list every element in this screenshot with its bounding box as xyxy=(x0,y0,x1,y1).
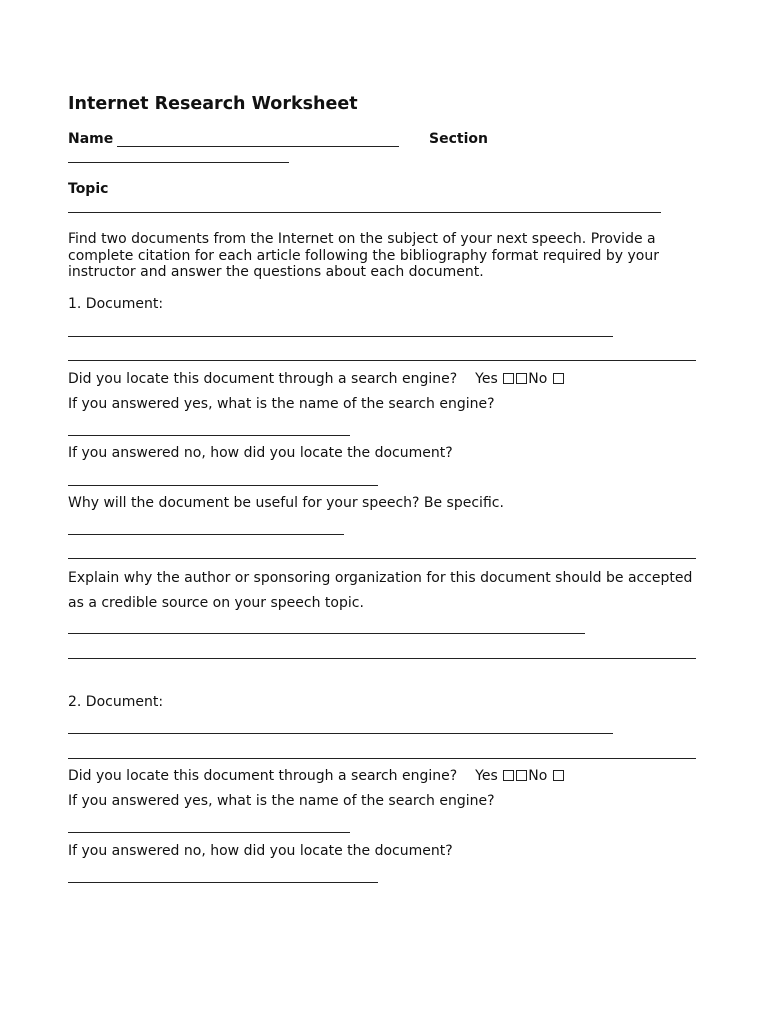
document-2-search-question xyxy=(68,768,565,785)
document-1-credible-question-2: as a credible source on your speech topic. xyxy=(68,595,364,611)
search-question-text: Did you locate this document through a search engine? xyxy=(68,371,458,387)
document-1-credible-line-1[interactable] xyxy=(68,633,585,634)
document-1-no-question: If you answered no, how did you locate the document? xyxy=(68,445,453,461)
document-1-heading: 1. Document: xyxy=(68,296,164,312)
document-2-locate-field[interactable] xyxy=(68,882,378,883)
yes-label: Yes xyxy=(475,371,498,387)
no-label: No xyxy=(528,371,548,387)
document-1-search-engine-field[interactable] xyxy=(68,435,350,436)
instructions: Find two documents from the Internet on the subject of your next speech. Provide a complete citation for each article following the bibliography format required by your instructor and answer the questions about each document. xyxy=(68,231,659,280)
document-1-locate-field[interactable] xyxy=(68,485,378,486)
yes-label: Yes xyxy=(475,768,498,784)
name-label: Name xyxy=(68,131,114,147)
document-2-search-engine-field[interactable] xyxy=(68,832,350,833)
blank-checkbox[interactable] xyxy=(516,373,527,384)
document-1-yes-question: If you answered yes, what is the name of the search engine? xyxy=(68,396,495,412)
document-2-citation-line-2[interactable] xyxy=(68,758,696,759)
document-1-search-question xyxy=(68,371,565,388)
topic-field[interactable] xyxy=(68,212,661,213)
document-1-useful-question: Why will the document be useful for your speech? Be specific. xyxy=(68,495,504,511)
document-2-no-question: If you answered no, how did you locate the document? xyxy=(68,843,453,859)
document-1-citation-line-1[interactable] xyxy=(68,336,613,337)
document-1-useful-line-2[interactable] xyxy=(68,558,696,559)
blank-checkbox[interactable] xyxy=(516,770,527,781)
section-label: Section xyxy=(429,131,488,147)
section-field[interactable] xyxy=(68,162,289,163)
yes-checkbox[interactable] xyxy=(503,770,514,781)
document-2-citation-line-1[interactable] xyxy=(68,733,613,734)
document-2-yes-question: If you answered yes, what is the name of the search engine? xyxy=(68,793,495,809)
document-1-credible-line-2[interactable] xyxy=(68,658,696,659)
no-checkbox[interactable] xyxy=(553,373,564,384)
no-checkbox[interactable] xyxy=(553,770,564,781)
no-label: No xyxy=(528,768,548,784)
yes-checkbox[interactable] xyxy=(503,373,514,384)
document-1-useful-line-1[interactable] xyxy=(68,534,344,535)
document-1-credible-question-1: Explain why the author or sponsoring organization for this document should be accepted xyxy=(68,570,693,586)
topic-label: Topic xyxy=(68,181,109,197)
document-2-heading: 2. Document: xyxy=(68,694,164,710)
document-1-citation-line-2[interactable] xyxy=(68,360,696,361)
worksheet-title: Internet Research Worksheet xyxy=(68,94,358,114)
search-question-text: Did you locate this document through a search engine? xyxy=(68,768,458,784)
name-field[interactable] xyxy=(117,146,399,147)
